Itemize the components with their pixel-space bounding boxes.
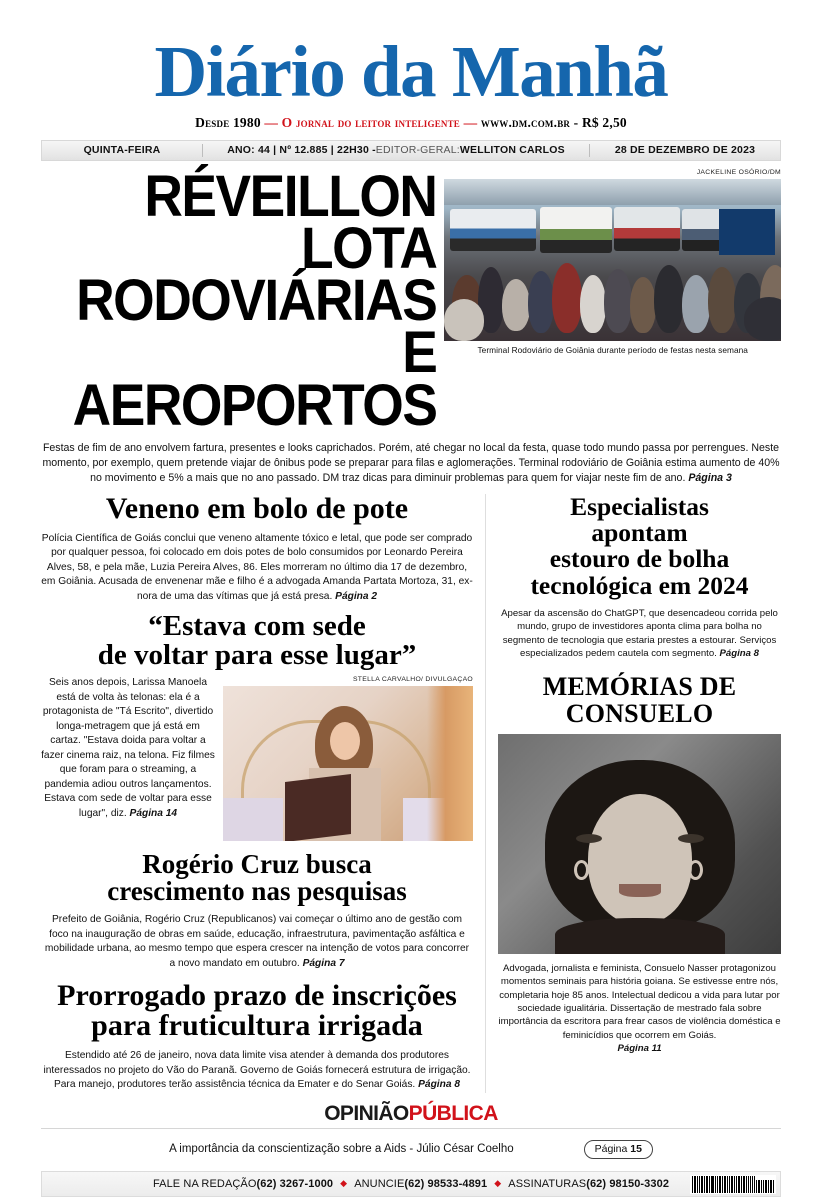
headline-line-1: RÉVEILLON LOTA xyxy=(144,163,437,282)
story-bolha-headline-line-2: apontam xyxy=(591,518,688,548)
lead-page-reference[interactable]: Página 3 xyxy=(688,471,732,484)
person-mouth xyxy=(619,884,661,897)
story-veneno-body xyxy=(41,532,473,604)
story-bolha-body xyxy=(498,607,781,661)
story-bolha-headline xyxy=(498,491,781,600)
story-larissa-photo-credit: STELLA CARVALHO/ DIVULGAÇÃO xyxy=(352,676,473,684)
masthead xyxy=(41,0,781,131)
opiniao-title-red: PÚBLICA xyxy=(408,1101,498,1125)
story-larissa-text: Seis anos depois, Larissa Manoela está de volta às telonas: ela é a protagonista de "Tá Escrito", divertido longa-metragem que já está em cartaz. "Estava doida para voltar a fazer cinema raiz, na telona. Fiz filmes que foram para o streaming, a pandemia adiou outros lançamentos. Estava com sede de voltar para esse lugar", diz. xyxy=(41,677,215,819)
story-rogerio-body xyxy=(41,913,473,971)
top-story-headline-block xyxy=(41,163,437,438)
edition-info-bar xyxy=(41,140,781,161)
opiniao-publica-section xyxy=(41,1103,781,1169)
story-rogerio-headline xyxy=(41,851,473,905)
headline-line-3: E AEROPORTOS xyxy=(72,320,437,438)
crowd-figure xyxy=(552,263,582,333)
bus-terminal-photo xyxy=(444,179,781,341)
tagline-dash-2: — xyxy=(463,114,478,130)
story-fruticultura-headline-line-1: Prorrogado prazo de inscrições xyxy=(57,979,457,1013)
crowd-figure xyxy=(528,271,554,333)
person-eye-left xyxy=(576,834,602,843)
story-rogerio-text: Prefeito de Goiânia, Rogério Cruz (Republicanos) vai começar o último ano de gestão com foco na inauguração de obras em saúde, educação, infraestrutura, pavimentação asfáltica e mobilidade urbana, ao mesmo tempo que espera crescer na intenção de votos para concorrer a novo mandato em outubro. xyxy=(44,914,470,969)
left-column xyxy=(41,491,485,1093)
story-larissa-body-block xyxy=(41,676,473,841)
story-larissa-photo-block xyxy=(223,676,473,841)
story-fruticultura-body xyxy=(41,1049,473,1092)
crowd-figure-foreground xyxy=(744,297,781,341)
person-eye-right xyxy=(678,834,704,843)
story-rogerio-headline-line-1: Rogério Cruz busca xyxy=(142,849,372,880)
redacao-label: FALE NA REDAÇÃO xyxy=(152,1177,257,1190)
larissa-manoela-photo xyxy=(223,686,473,841)
crowd-figure-foreground xyxy=(444,299,484,341)
story-bolha-page[interactable]: Página 8 xyxy=(719,648,759,660)
masthead-tagline xyxy=(41,115,781,131)
story-rogerio-headline-line-2: crescimento nas pesquisas xyxy=(107,876,407,907)
anuncie-phone[interactable]: (62) 98533-4891 xyxy=(404,1177,488,1190)
tagline-slogan: O jornal do leitor inteligente xyxy=(281,114,461,130)
top-story-lead xyxy=(41,441,781,486)
departure-board xyxy=(719,209,775,255)
consuelo-nasser-photo xyxy=(498,734,781,954)
story-rogerio-page[interactable]: Página 7 xyxy=(302,957,345,969)
bus-2 xyxy=(540,207,612,253)
story-veneno-page[interactable]: Página 2 xyxy=(335,590,378,602)
terminal-roof xyxy=(444,179,781,205)
story-fruticultura-headline xyxy=(41,981,473,1041)
crowd-figure xyxy=(604,269,632,333)
story-veneno-headline: Veneno em bolo de pote xyxy=(105,491,409,525)
story-consuelo-text: Advogada, jornalista e feminista, Consuelo Nasser protagonizou momentos seminais para história goiana. Se estivesse entre nós, completaria hoje 85 anos. Intelectual dedicou a vida para lutar por sociedade igualitária. Dissertação de mestrado fala sobre importância da escritora para frear casos de violência doméstica e feminicídios que ocorrem em Goiás. xyxy=(498,962,781,1041)
story-consuelo-headline-line-2: CONSUELO xyxy=(565,699,714,729)
redacao-phone[interactable]: (62) 3267-1000 xyxy=(256,1177,334,1190)
story-consuelo-headline-line-1: MEMÓRIAS DE xyxy=(542,671,737,701)
publication-date: 28 DE DEZEMBRO DE 2023 xyxy=(614,144,756,157)
assinaturas-label: ASSINATURAS xyxy=(508,1177,587,1190)
earring-right xyxy=(688,860,703,880)
story-larissa-headline xyxy=(41,612,473,670)
story-veneno-text: Polícia Científica de Goiás conclui que veneno altamente tóxico e letal, que pode ser comprado por qualquer pessoa, foi colocado em dois potes de bolo consumidos por Leonardo Pereira Alves, 58, e pela mãe, Luzia Pereira Alves, 86. Eles morreram no último dia 17 de dezembro, em Goiânia. Acusada de envenenar mãe e filho é a advogada Amanda Partata Mortoza, 31, ex-nora de uma das vítimas que já está presa. xyxy=(41,532,473,602)
top-story-photo-credit: JACKELINE OSÓRIO/DM xyxy=(696,168,781,176)
story-larissa-headline-line-2: de voltar para esse lugar” xyxy=(97,639,417,672)
weekday-label: QUINTA-FEIRA xyxy=(83,144,161,157)
crowd-figure xyxy=(682,275,710,333)
open-book xyxy=(285,774,351,841)
window-light xyxy=(427,686,473,841)
opiniao-page-badge[interactable] xyxy=(584,1140,653,1159)
crowd-figure xyxy=(502,279,530,331)
story-fruticultura-headline-line-2: para fruticultura irrigada xyxy=(91,1009,423,1043)
diamond-separator-icon: ◆ xyxy=(340,1178,348,1189)
story-larissa xyxy=(41,612,473,841)
story-fruticultura-page[interactable]: Página 8 xyxy=(418,1079,461,1091)
crowd-figure xyxy=(654,265,684,333)
newspaper-title: Diário da Manhã xyxy=(154,31,668,112)
story-consuelo-headline xyxy=(498,673,781,728)
top-story-photo-block xyxy=(444,169,781,432)
edition-details xyxy=(203,141,589,160)
headline-line-2: RODOVIÁRIAS xyxy=(76,268,437,334)
tagline-price: - R$ 2,50 xyxy=(573,114,627,130)
story-larissa-page[interactable]: Página 14 xyxy=(129,807,178,819)
crowd-figure xyxy=(630,277,656,333)
contact-footer xyxy=(41,1171,781,1197)
opiniao-article-title[interactable]: A importância da conscientização sobre a Aids - Júlio César Coelho xyxy=(169,1143,514,1156)
lead-text: Festas de fim de ano envolvem fartura, presentes e looks caprichados. Porém, até chegar no local da festa, quase todo mundo passa por perrengues. Neste momento, por exemplo, quem pretende viajar de ônibus pode se preparar para filas e aglomerações. Terminal rodoviário de Goiânia estima aumento de 40% no movimento e 5% a mais que no ano passado. DM traz dicas para diminuir problemas para quem for viajar neste fim de ano. xyxy=(42,441,780,484)
assinaturas-phone[interactable]: (62) 98150-3302 xyxy=(586,1177,670,1190)
story-rogerio xyxy=(41,851,473,971)
top-story-headline xyxy=(72,163,437,438)
opiniao-article-row xyxy=(41,1129,781,1169)
story-fruticultura-text: Estendido até 26 de janeiro, nova data limite visa atender à demanda dos produtores interessados no projeto do Vão do Paranã. Governo de Goiás fornecerá estrutura de irrigação. Para manejo, produtores terão assistência técnica da Emater e do Senar Goiás. xyxy=(43,1050,471,1091)
story-consuelo-page[interactable]: Página 11 xyxy=(617,1043,662,1055)
crowd-figure xyxy=(708,267,736,333)
tagline-since: Desde 1980 xyxy=(195,114,261,130)
story-bolha-tecnologica xyxy=(498,491,781,661)
pillow-left xyxy=(223,798,283,841)
diamond-separator-icon: ◆ xyxy=(494,1178,502,1189)
top-story xyxy=(41,163,781,438)
content-columns xyxy=(41,491,781,1093)
anuncie-label: ANUNCIE xyxy=(354,1177,405,1190)
person-face xyxy=(588,794,692,924)
story-consuelo xyxy=(498,673,781,1056)
right-column xyxy=(485,491,781,1093)
bus-3 xyxy=(614,207,680,251)
opiniao-page-number: 15 xyxy=(630,1142,642,1155)
opiniao-page-label: Página xyxy=(594,1142,631,1155)
editor-label: EDITOR-GERAL: xyxy=(375,144,460,157)
earring-left xyxy=(574,860,589,880)
top-story-photo-caption: Terminal Rodoviário de Goiânia durante período de festas nesta semana xyxy=(477,344,748,355)
story-bolha-headline-line-1: Especialistas xyxy=(570,491,709,521)
opiniao-title-black: OPINIÃO xyxy=(324,1101,409,1125)
editor-name: WELLITON CARLOS xyxy=(459,144,565,157)
edition-prefix: ANO: 44 | Nº 12.885 | 22H30 - xyxy=(227,144,376,157)
story-bolha-headline-line-3: estouro de bolha xyxy=(549,544,730,574)
tagline-dash-1: — xyxy=(264,114,279,130)
story-bolha-text: Apesar da ascensão do ChatGPT, que desencadeou corrida pelo mundo, grupo de investidores aponta clima para bolha no segmento de tecnologia que estaria prestes a estourar. Serviços especializados pedem cautela com segmento. xyxy=(501,607,778,660)
story-consuelo-body xyxy=(498,962,781,1056)
story-bolha-headline-line-4: tecnológica em 2024 xyxy=(530,570,749,600)
crowd-figure xyxy=(580,275,606,333)
story-larissa-headline-line-1: “Estava com sede xyxy=(148,610,366,643)
story-veneno xyxy=(41,491,473,604)
opiniao-publica-title xyxy=(41,1103,781,1128)
story-fruticultura xyxy=(41,981,473,1092)
bus-1 xyxy=(450,209,536,251)
tagline-website[interactable]: www.dm.com.br xyxy=(480,114,571,130)
person-shoulders xyxy=(555,918,725,954)
